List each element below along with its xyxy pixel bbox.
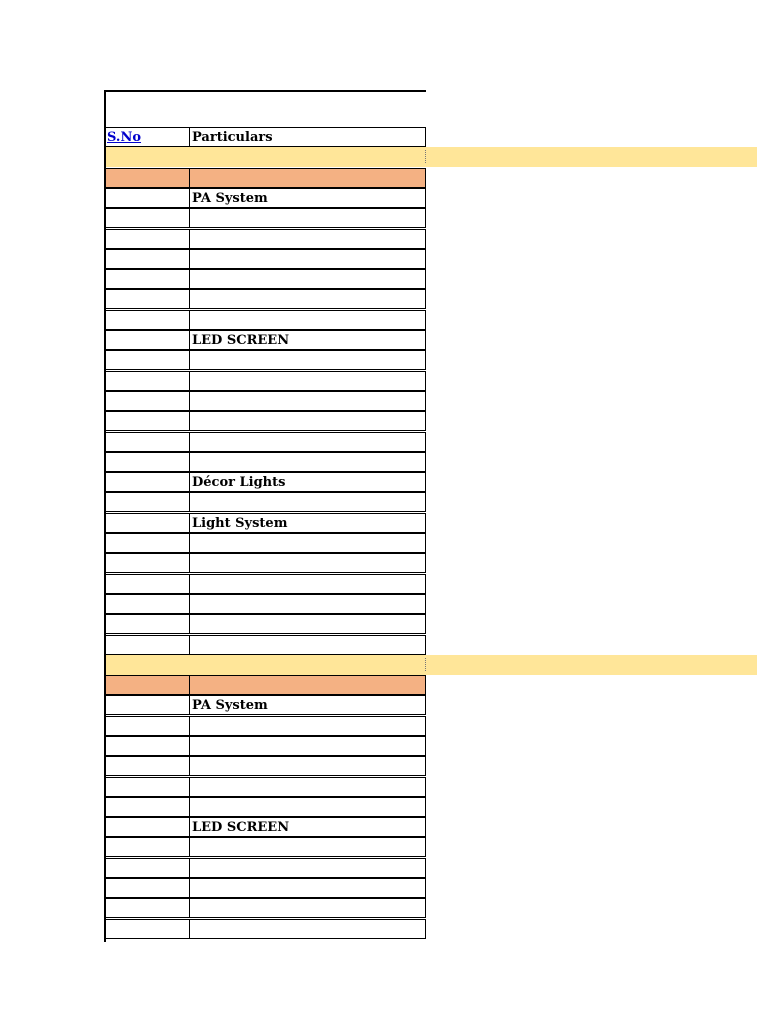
cell-marker: [425, 150, 427, 163]
sno-cell[interactable]: [104, 371, 189, 391]
sno-cell[interactable]: [104, 756, 189, 776]
sno-cell[interactable]: [104, 330, 189, 350]
sno-cell[interactable]: [104, 249, 189, 269]
particulars-cell[interactable]: [189, 208, 426, 228]
particulars-cell[interactable]: [189, 229, 426, 249]
sno-cell[interactable]: [104, 269, 189, 289]
sno-cell[interactable]: [104, 391, 189, 411]
sno-cell[interactable]: [104, 635, 189, 655]
particulars-cell[interactable]: LED SCREEN: [189, 817, 426, 837]
particulars-cell[interactable]: [189, 858, 426, 878]
sno-cell[interactable]: [104, 817, 189, 837]
particulars-cell[interactable]: [189, 350, 426, 370]
sno-cell[interactable]: [104, 837, 189, 857]
particulars-cell[interactable]: [189, 249, 426, 269]
particulars-cell[interactable]: [189, 553, 426, 573]
particulars-cell[interactable]: [189, 533, 426, 553]
sno-cell[interactable]: [104, 168, 189, 188]
particulars-cell[interactable]: [189, 289, 426, 309]
sno-cell[interactable]: [104, 695, 189, 715]
sno-cell[interactable]: [104, 716, 189, 736]
sno-cell[interactable]: [104, 777, 189, 797]
sno-cell[interactable]: [104, 411, 189, 431]
sheet-left-border: [104, 90, 106, 942]
sno-cell[interactable]: [104, 289, 189, 309]
sno-cell[interactable]: [104, 858, 189, 878]
section-band: [104, 147, 757, 167]
particulars-cell[interactable]: [189, 391, 426, 411]
sno-cell[interactable]: [104, 898, 189, 918]
sno-cell[interactable]: [104, 797, 189, 817]
particulars-cell[interactable]: [189, 269, 426, 289]
sno-cell[interactable]: [104, 492, 189, 512]
particulars-cell[interactable]: PA System: [189, 188, 426, 208]
sno-cell[interactable]: [104, 513, 189, 533]
particulars-header[interactable]: Particulars: [189, 127, 426, 147]
particulars-cell[interactable]: [189, 452, 426, 472]
sno-cell[interactable]: [104, 574, 189, 594]
sno-header[interactable]: [104, 127, 189, 147]
particulars-cell[interactable]: [189, 878, 426, 898]
particulars-cell[interactable]: [189, 614, 426, 634]
particulars-cell[interactable]: [189, 635, 426, 655]
particulars-cell[interactable]: Light System: [189, 513, 426, 533]
particulars-cell[interactable]: PA System: [189, 695, 426, 715]
particulars-cell[interactable]: [189, 756, 426, 776]
particulars-cell[interactable]: [189, 919, 426, 939]
sno-cell[interactable]: [104, 452, 189, 472]
particulars-cell[interactable]: [189, 797, 426, 817]
sno-cell[interactable]: [104, 432, 189, 452]
sno-cell[interactable]: [104, 736, 189, 756]
particulars-cell[interactable]: [189, 675, 426, 695]
particulars-cell[interactable]: [189, 432, 426, 452]
section-band: [104, 655, 757, 675]
sno-cell[interactable]: [104, 675, 189, 695]
particulars-cell[interactable]: [189, 411, 426, 431]
cell-marker: [425, 658, 427, 671]
sno-cell[interactable]: [104, 614, 189, 634]
sno-cell[interactable]: [104, 188, 189, 208]
particulars-cell[interactable]: [189, 371, 426, 391]
sno-cell[interactable]: [104, 472, 189, 492]
particulars-cell[interactable]: [189, 716, 426, 736]
particulars-cell[interactable]: [189, 837, 426, 857]
sno-header-link[interactable]: S.No: [107, 130, 142, 145]
sno-cell[interactable]: [104, 553, 189, 573]
sno-cell[interactable]: [104, 533, 189, 553]
particulars-cell[interactable]: [189, 736, 426, 756]
particulars-cell[interactable]: [189, 594, 426, 614]
sno-cell[interactable]: [104, 310, 189, 330]
sheet-top-border: [104, 90, 426, 92]
particulars-cell[interactable]: LED SCREEN: [189, 330, 426, 350]
sno-cell[interactable]: [104, 919, 189, 939]
particulars-cell[interactable]: [189, 777, 426, 797]
sno-cell[interactable]: [104, 878, 189, 898]
particulars-cell[interactable]: [189, 310, 426, 330]
sno-cell[interactable]: [104, 350, 189, 370]
sno-cell[interactable]: [104, 229, 189, 249]
particulars-cell[interactable]: [189, 168, 426, 188]
particulars-cell[interactable]: [189, 492, 426, 512]
particulars-cell[interactable]: [189, 898, 426, 918]
sno-cell[interactable]: [104, 208, 189, 228]
sno-cell[interactable]: [104, 594, 189, 614]
particulars-cell[interactable]: [189, 574, 426, 594]
particulars-cell[interactable]: Décor Lights: [189, 472, 426, 492]
